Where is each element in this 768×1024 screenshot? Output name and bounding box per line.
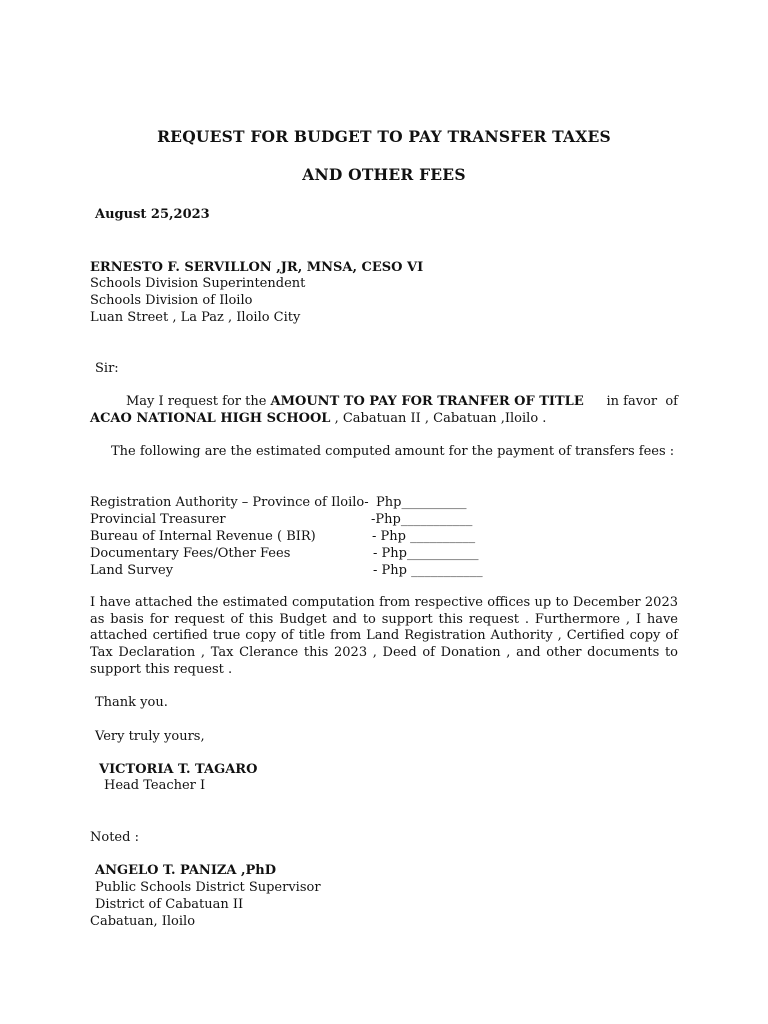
school-name: ACAO NATIONAL HIGH SCHOOL xyxy=(90,410,331,426)
request-amount-phrase: AMOUNT TO PAY FOR TRANFER OF TITLE xyxy=(270,394,584,409)
recipient-address: Luan Street , La Paz , Iloilo City xyxy=(90,310,301,325)
school-location: , Cabatuan II , Cabatuan ,Iloilo . xyxy=(330,410,547,426)
document-title-line-1: REQUEST FOR BUDGET TO PAY TRANSFER TAXES xyxy=(157,127,611,146)
fees-intro-paragraph: The following are the estimated computed amount for the payment of transfers fees : xyxy=(111,444,675,459)
fee-amount-provincial-treasurer: -Php___________ xyxy=(371,512,473,527)
request-mid-text: in favor of xyxy=(598,394,678,409)
complimentary-closing: Very truly yours, xyxy=(95,729,205,744)
noter-location: Cabatuan, Iloilo xyxy=(90,914,196,929)
noter-position: Public Schools District Supervisor xyxy=(95,880,321,895)
fee-amount-land-survey: - Php ___________ xyxy=(373,563,483,578)
fee-label-registration: Registration Authority – Province of Iloilo- xyxy=(90,495,369,510)
noted-label: Noted : xyxy=(90,830,139,845)
recipient-position: Schools Division Superintendent xyxy=(90,276,306,291)
fee-label-bir: Bureau of Internal Revenue ( BIR) xyxy=(90,529,316,544)
request-paragraph xyxy=(90,394,678,427)
noter-name: ANGELO T. PANIZA ,PhD xyxy=(95,863,277,878)
fee-amount-registration: Php__________ xyxy=(376,495,467,510)
noter-district: District of Cabatuan II xyxy=(95,897,244,912)
recipient-name: ERNESTO F. SERVILLON ,JR, MNSA, CESO VI xyxy=(90,260,424,275)
salutation: Sir: xyxy=(95,361,119,376)
attachments-paragraph: I have attached the estimated computation from respective offices up to December 2023 as basis for request of this Budget and to support this request . Furthermore , I have attached certified true copy of title from Land Registration Authority , Certified copy of Tax Declaration , Tax Clerance this 2023 , Deed of Donation , and other documents to support this request . xyxy=(90,595,678,677)
fee-label-land-survey: Land Survey xyxy=(90,563,174,578)
fee-amount-bir: - Php __________ xyxy=(372,529,476,544)
recipient-office: Schools Division of Iloilo xyxy=(90,293,253,308)
signatory-name: VICTORIA T. TAGARO xyxy=(99,762,258,777)
letter-date: August 25,2023 xyxy=(95,207,210,222)
thank-you: Thank you. xyxy=(95,695,168,710)
signatory-position: Head Teacher I xyxy=(104,778,206,793)
document-title-line-2: AND OTHER FEES xyxy=(302,165,466,184)
request-lead-text: May I request for the xyxy=(126,394,271,409)
fee-label-provincial-treasurer: Provincial Treasurer xyxy=(90,512,226,527)
fee-amount-documentary: - Php___________ xyxy=(373,546,479,561)
fee-label-documentary: Documentary Fees/Other Fees xyxy=(90,546,291,561)
